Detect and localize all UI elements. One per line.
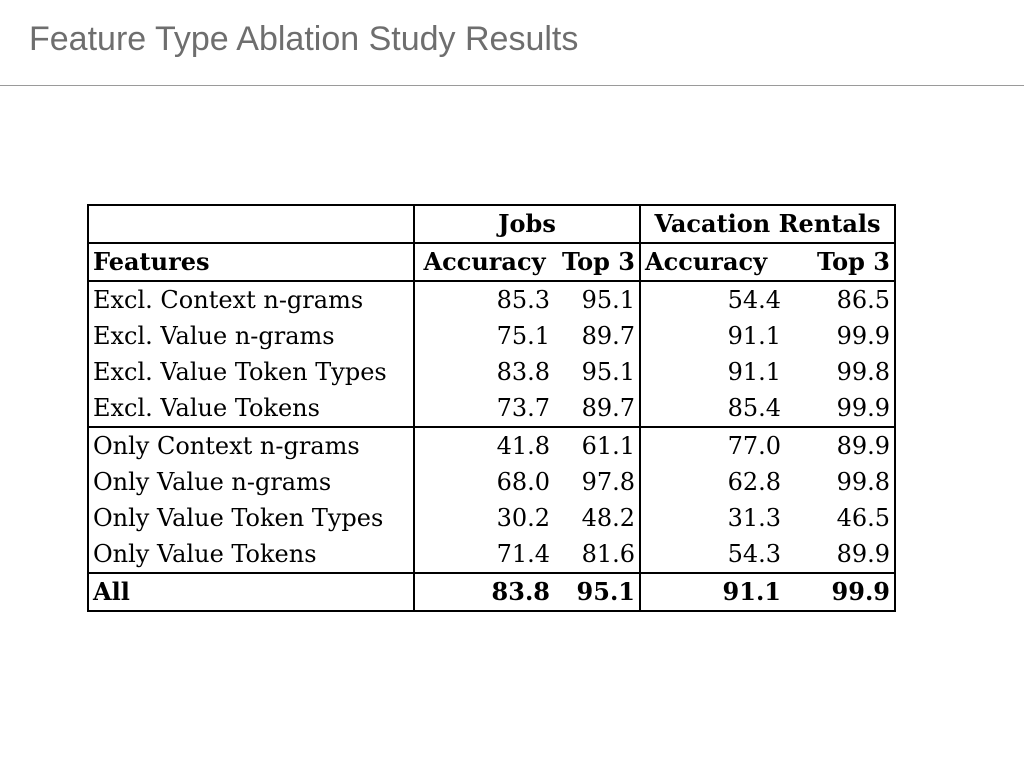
table-row	[88, 281, 895, 318]
jobs-accuracy-cell: 83.8	[496, 358, 550, 386]
jobs-accuracy-cell: 73.7	[414, 390, 554, 427]
feature-cell: Only Value n-grams	[88, 464, 414, 500]
jobs-accuracy-cell: 30.2	[496, 504, 550, 532]
jobs-accuracy-cell: 68.0	[496, 468, 550, 496]
feature-cell: Only Context n-grams	[88, 427, 414, 464]
vacation-top3-cell: 89.9	[785, 536, 895, 573]
vacation-accuracy-cell: 85.4	[640, 390, 785, 427]
jobs-top3-cell: 97.8	[554, 464, 640, 500]
jobs-top3-cell: 81.6	[554, 536, 640, 573]
jobs-top3-cell: 61.1	[554, 427, 640, 464]
jobs-top3-header: Top 3	[554, 243, 640, 281]
vacation-accuracy-cell: 62.8	[727, 468, 781, 496]
feature-cell: All	[88, 573, 414, 611]
jobs-top3-cell: 89.7	[554, 318, 640, 354]
group-jobs-header: Jobs	[414, 205, 640, 243]
feature-cell: Only Value Token Types	[88, 500, 414, 536]
vacation-accuracy-cell: 91.1	[727, 358, 781, 386]
column-header-row	[88, 243, 895, 281]
vacation-top3-cell: 89.9	[785, 427, 895, 464]
jobs-top3-cell: 95.1	[554, 281, 640, 318]
title-divider	[0, 85, 1024, 86]
vacation-top3-header: Top 3	[785, 243, 895, 281]
vacation-top3-cell: 99.9	[785, 573, 895, 611]
jobs-accuracy-cell: 41.8	[496, 432, 550, 460]
feature-cell: Excl. Value Token Types	[88, 354, 414, 390]
table-row	[88, 390, 895, 427]
ablation-results-table	[87, 204, 896, 612]
empty-header-cell	[88, 205, 414, 243]
jobs-top3-cell: 89.7	[554, 390, 640, 427]
vacation-accuracy-cell: 77.0	[727, 432, 781, 460]
feature-cell: Excl. Context n-grams	[88, 281, 414, 318]
jobs-accuracy-cell: 71.4	[414, 536, 554, 573]
vacation-top3-cell: 99.9	[785, 390, 895, 427]
feature-cell: Excl. Value Tokens	[88, 390, 414, 427]
table-row	[88, 318, 895, 354]
vacation-accuracy-cell: 91.1	[727, 322, 781, 350]
vacation-top3-cell: 86.5	[785, 281, 895, 318]
feature-cell: Only Value Tokens	[88, 536, 414, 573]
group-vacation-rentals-header: Vacation Rentals	[640, 205, 895, 243]
features-header: Features	[88, 243, 414, 281]
jobs-accuracy-header: Accuracy	[414, 243, 554, 281]
vacation-accuracy-header: Accuracy	[640, 243, 785, 281]
jobs-top3-cell: 95.1	[554, 354, 640, 390]
vacation-top3-cell: 99.8	[785, 464, 895, 500]
table-row	[88, 536, 895, 573]
table-row	[88, 464, 895, 500]
vacation-accuracy-cell: 54.3	[640, 536, 785, 573]
table-row	[88, 500, 895, 536]
feature-cell: Excl. Value n-grams	[88, 318, 414, 354]
jobs-accuracy-cell: 85.3	[496, 286, 550, 314]
vacation-top3-cell: 46.5	[785, 500, 895, 536]
jobs-accuracy-cell: 75.1	[496, 322, 550, 350]
vacation-top3-cell: 99.9	[785, 318, 895, 354]
table-row	[88, 427, 895, 464]
vacation-accuracy-cell: 54.4	[727, 286, 781, 314]
table-row	[88, 354, 895, 390]
jobs-top3-cell: 95.1	[554, 573, 640, 611]
group-header-row	[88, 205, 895, 243]
jobs-top3-cell: 48.2	[554, 500, 640, 536]
vacation-top3-cell: 99.8	[785, 354, 895, 390]
vacation-accuracy-cell: 31.3	[727, 504, 781, 532]
jobs-accuracy-cell: 83.8	[414, 573, 554, 611]
slide-title: Feature Type Ablation Study Results	[29, 20, 579, 58]
all-features-row	[88, 573, 895, 611]
vacation-accuracy-cell: 91.1	[640, 573, 785, 611]
